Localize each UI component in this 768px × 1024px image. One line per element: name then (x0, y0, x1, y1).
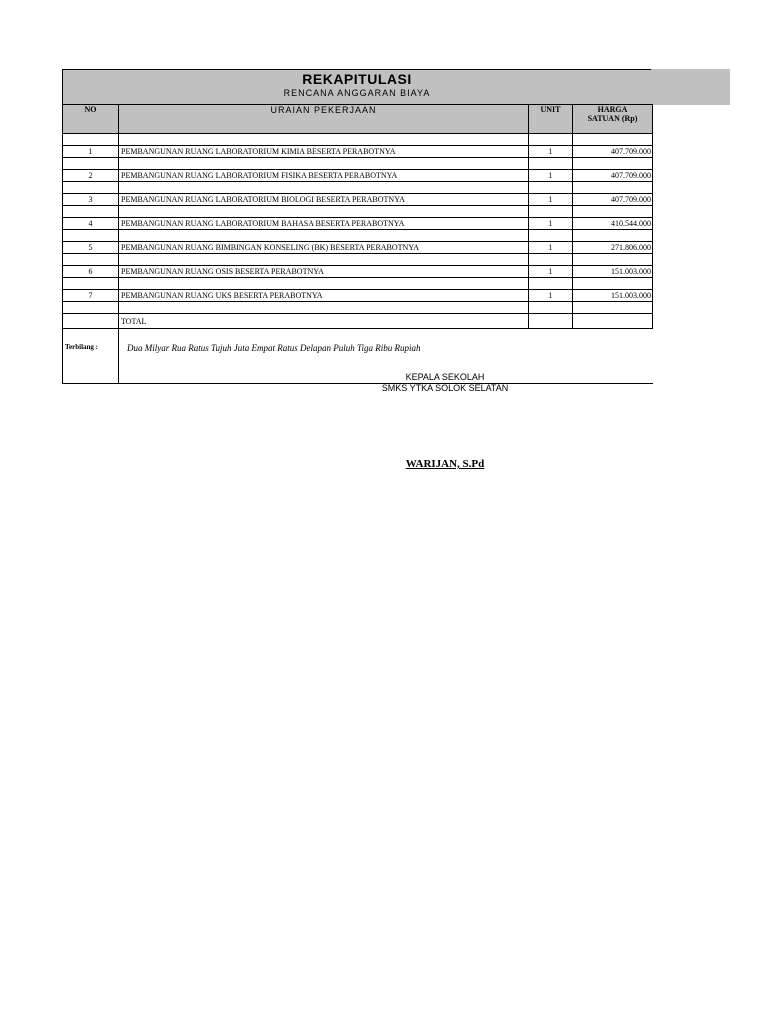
header-extension (651, 69, 730, 105)
header-harga-line1: HARGA (597, 105, 628, 114)
terbilang-label: Terbilang : (63, 329, 119, 384)
document-header (62, 69, 651, 105)
row-uraian: PEMBANGUNAN RUANG BIMBINGAN KONSELING (BK) BESERTA PERABOTNYA (119, 242, 529, 254)
row-harga: 410.544.000 (573, 218, 653, 230)
row-unit: 1 (529, 242, 573, 254)
row-unit: 1 (529, 266, 573, 278)
header-harga (573, 105, 653, 134)
table-row (63, 194, 653, 206)
header-uraian: URAIAN PEKERJAAN (119, 105, 529, 134)
spacer-row (63, 278, 653, 290)
row-harga: 271.806.000 (573, 242, 653, 254)
row-no: 7 (63, 290, 119, 302)
spacer-row (63, 302, 653, 314)
header-no: NO (63, 105, 119, 134)
table-row (63, 290, 653, 302)
table-row (63, 218, 653, 230)
row-uraian: PEMBANGUNAN RUANG UKS BESERTA PERABOTNYA (119, 290, 529, 302)
row-uraian: PEMBANGUNAN RUANG OSIS BESERTA PERABOTNYA (119, 266, 529, 278)
table-row (63, 146, 653, 158)
row-no: 6 (63, 266, 119, 278)
header-harga-line2: SATUAN (Rp) (587, 114, 638, 123)
row-unit: 1 (529, 170, 573, 182)
table-row (63, 266, 653, 278)
row-harga: 407.709.000 (573, 170, 653, 182)
row-uraian: PEMBANGUNAN RUANG LABORATORIUM FISIKA BESERTA PERABOTNYA (119, 170, 529, 182)
terbilang-text: Dua Milyar Rua Ratus Tujuh Juta Empat Ratus Delapan Puluh Tiga Ribu Rupiah (119, 329, 653, 384)
row-unit: 1 (529, 290, 573, 302)
signature-name: WARIJAN, S.Pd (405, 458, 485, 470)
row-no: 4 (63, 218, 119, 230)
row-unit: 1 (529, 194, 573, 206)
row-harga: 407.709.000 (573, 194, 653, 206)
signature-block (340, 372, 550, 394)
spacer-row (63, 158, 653, 170)
spacer-row (63, 230, 653, 242)
rab-table (62, 104, 653, 384)
row-unit: 1 (529, 218, 573, 230)
table-row (63, 170, 653, 182)
document-subtitle: RENCANA ANGGARAN BIAYA (283, 88, 431, 98)
spacer-row (63, 182, 653, 194)
spacer-row (63, 254, 653, 266)
row-no: 3 (63, 194, 119, 206)
document-title: REKAPITULASI (302, 71, 412, 87)
signature-school: SMKS YTKA SOLOK SELATAN (381, 383, 509, 393)
row-harga: 151.003.000 (573, 266, 653, 278)
header-unit: UNIT (529, 105, 573, 134)
row-harga: 407.709.000 (573, 146, 653, 158)
table-row (63, 242, 653, 254)
spacer-row (63, 206, 653, 218)
total-label: TOTAL (119, 314, 529, 329)
row-no: 1 (63, 146, 119, 158)
row-no: 5 (63, 242, 119, 254)
row-uraian: PEMBANGUNAN RUANG LABORATORIUM BIOLOGI BESERTA PERABOTNYA (119, 194, 529, 206)
spacer-row (63, 134, 653, 146)
row-uraian: PEMBANGUNAN RUANG LABORATORIUM BAHASA BESERTA PERABOTNYA (119, 218, 529, 230)
table-header-row (63, 105, 653, 134)
signature-position: KEPALA SEKOLAH (405, 372, 485, 382)
row-uraian: PEMBANGUNAN RUANG LABORATORIUM KIMIA BESERTA PERABOTNYA (119, 146, 529, 158)
row-unit: 1 (529, 146, 573, 158)
row-harga: 151.003.000 (573, 290, 653, 302)
row-no: 2 (63, 170, 119, 182)
total-row (63, 314, 653, 329)
